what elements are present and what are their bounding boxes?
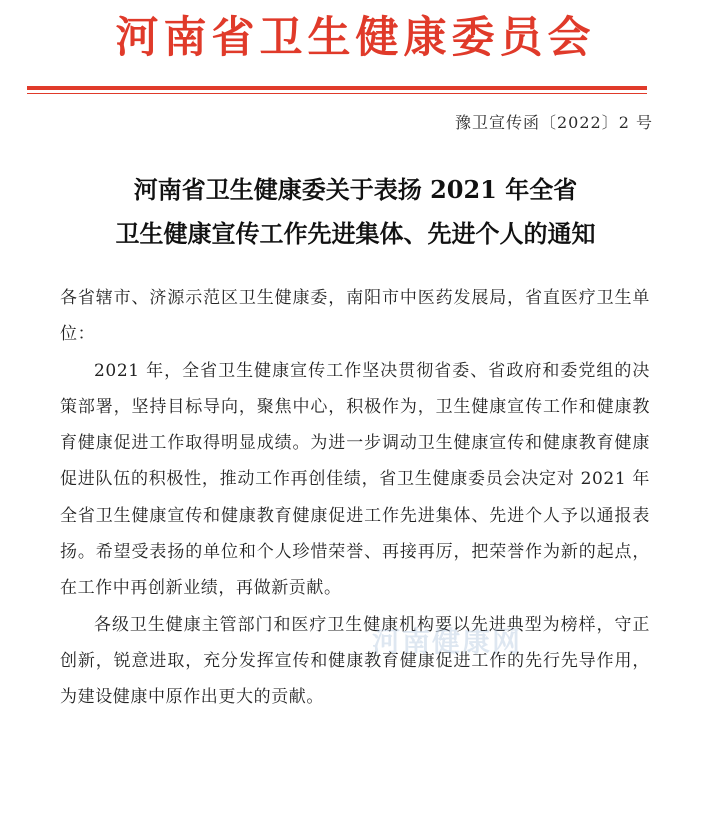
addressees: 各省辖市、济源示范区卫生健康委，南阳市中医药发展局，省直医疗卫生单位： [60,288,650,345]
site-watermark: 河南健康网 [372,625,523,658]
letterhead-red-rule [27,86,647,90]
body-paragraph-1: 2021 年，全省卫生健康宣传工作坚决贯彻省委、省政府和委党组的决策部署，坚持目标导向，聚焦中心，积极作为，卫生健康宣传工作和健康教育健康促进工作取得明显成绩。为进一步调动卫生健康宣传和健康教育健康促进队伍的积极性，推动工作再创佳绩，省卫生健康委员会决定对 2021 年全省卫生健康宣传和健康教育健康促进工作先进集体、先进个人予以通报表扬。希望受表扬的单位和个人珍惜荣誉、再接再厉，把荣誉作为新的起点，在工作中再创新业绩，再做新贡献。 [60,360,650,599]
document-number: 豫卫宣传函〔2022〕2 号 [455,113,653,132]
document-title [0,168,711,256]
body-paragraph-2: 各级卫生健康主管部门和医疗卫生健康机构要以先进典型为榜样，守正创新，锐意进取，充分发挥宣传和健康教育健康促进工作的先行先导作用，为建设健康中原作出更大的贡献。 [60,614,650,708]
letterhead-red-rule-thin [27,93,647,94]
org-letterhead-title: 河南省卫生健康委员会 [115,13,596,63]
document-title-line-1: 河南省卫生健康委关于表扬 2021 年全省 [133,175,578,204]
document-title-line-2: 卫生健康宣传工作先进集体、先进个人的通知 [115,219,596,248]
document-body [60,280,650,716]
